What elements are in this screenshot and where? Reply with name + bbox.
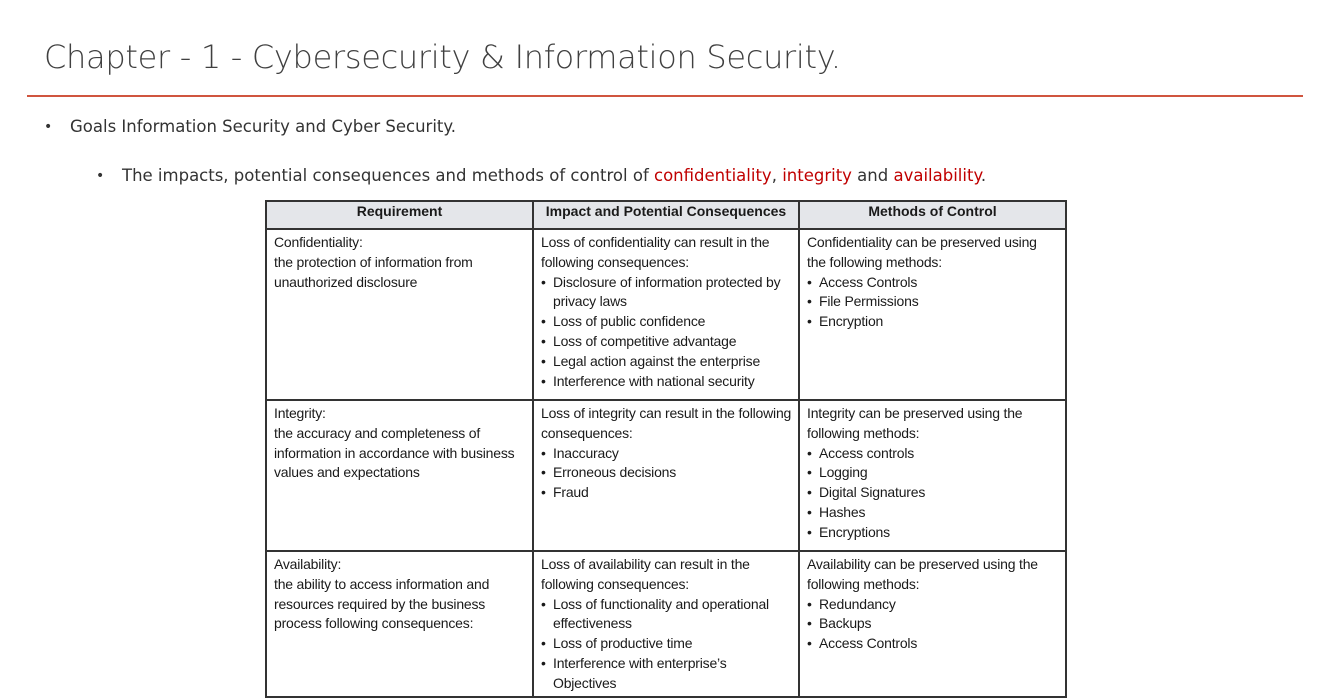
table-row-confidentiality: [266, 229, 1066, 400]
header-requirement: Requirement: [266, 201, 533, 229]
list-item: • Interference with national security: [541, 372, 792, 392]
list-item: • Access controls: [807, 444, 1059, 464]
list-item: • Loss of competitive advantage: [541, 332, 792, 352]
control-list: [807, 273, 1059, 332]
bullet-impacts-prefix: The impacts, potential consequences and methods of control of: [122, 166, 655, 185]
list-item: • Logging: [807, 463, 1059, 483]
bullet-dot-icon: •: [96, 168, 105, 184]
list-item: • Encryption: [807, 312, 1059, 332]
bullet-dot-icon: •: [44, 119, 53, 135]
bullet-impacts-suffix: .: [980, 166, 987, 185]
impact-list: [541, 444, 792, 503]
list-item: • Disclosure of information protected by privacy laws: [541, 273, 792, 313]
list-item: • Loss of public confidence: [541, 312, 792, 332]
requirement-desc: the ability to access information and resources required by the business process following consequences:: [274, 575, 490, 632]
bullet-goals: [44, 117, 456, 136]
requirement-cell: [266, 229, 533, 400]
list-item: • Hashes: [807, 503, 1059, 523]
cia-table: [265, 200, 1067, 698]
control-intro: Integrity can be preserved using the following methods:: [807, 405, 1023, 441]
list-item: • Encryptions: [807, 523, 1059, 543]
impact-cell: [533, 400, 799, 551]
requirement-cell: [266, 400, 533, 551]
requirement-cell: [266, 551, 533, 697]
list-item: • Interference with enterprise’s Objectives: [541, 654, 792, 694]
bullet-goals-text: Goals Information Security and Cyber Security.: [70, 117, 457, 136]
list-item: • Digital Signatures: [807, 483, 1059, 503]
control-intro: Availability can be preserved using the following methods:: [807, 556, 1038, 592]
control-cell: [799, 551, 1066, 697]
requirement-desc: the accuracy and completeness of information in accordance with business values and expectations: [274, 424, 515, 481]
list-item: • File Permissions: [807, 292, 1059, 312]
list-item: • Loss of functionality and operational effectiveness: [541, 595, 792, 635]
list-item: • Access Controls: [807, 273, 1059, 293]
impact-cell: [533, 551, 799, 697]
table-row-integrity: [266, 400, 1066, 551]
requirement-name: Availability:: [274, 556, 342, 572]
impact-intro: Loss of integrity can result in the following consequences:: [541, 405, 792, 441]
bullet-impacts: [96, 166, 986, 185]
list-item: • Redundancy: [807, 595, 1059, 615]
impact-list: [541, 595, 792, 694]
control-intro: Confidentiality can be preserved using the following methods:: [807, 234, 1037, 270]
table-header-row: [266, 201, 1066, 229]
list-item: • Legal action against the enterprise: [541, 352, 792, 372]
bullet-impacts-sep-1: ,: [771, 166, 783, 185]
table-row-availability: [266, 551, 1066, 697]
term-confidentiality: confidentiality: [654, 166, 772, 185]
list-item: • Loss of productive time: [541, 634, 792, 654]
requirement-name: Confidentiality:: [274, 234, 363, 250]
list-item: • Fraud: [541, 483, 792, 503]
requirement-name: Integrity:: [274, 405, 326, 421]
impact-cell: [533, 229, 799, 400]
impact-intro: Loss of availability can result in the following consequences:: [541, 556, 750, 592]
term-integrity: integrity: [782, 166, 852, 185]
impact-list: [541, 273, 792, 392]
control-list: [807, 595, 1059, 654]
term-availability: availability: [893, 166, 981, 185]
header-impact: Impact and Potential Consequences: [533, 201, 799, 229]
control-cell: [799, 229, 1066, 400]
list-item: • Backups: [807, 614, 1059, 634]
title-divider: [27, 95, 1303, 97]
requirement-desc: the protection of information from unauthorized disclosure: [274, 253, 473, 290]
control-cell: [799, 400, 1066, 551]
list-item: • Access Controls: [807, 634, 1059, 654]
header-methods: Methods of Control: [799, 201, 1066, 229]
list-item: • Erroneous decisions: [541, 463, 792, 483]
bullet-impacts-sep-2: and: [851, 166, 894, 185]
control-list: [807, 444, 1059, 543]
list-item: • Inaccuracy: [541, 444, 792, 464]
impact-intro: Loss of confidentiality can result in the following consequences:: [541, 234, 770, 270]
slide-title: Chapter - 1 - Cybersecurity & Information Security.: [44, 38, 841, 76]
